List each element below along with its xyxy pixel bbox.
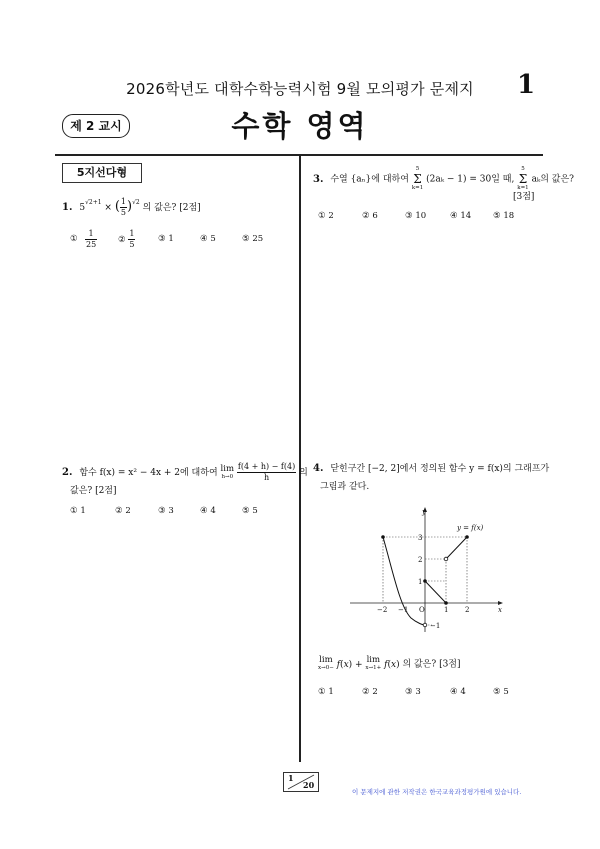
question-3-choices (318, 211, 538, 225)
subject-title: 수학 영역 (231, 109, 369, 143)
question-stem: 닫힌구간 [−2, 2]에서 정의된 함수 y = f(x)의 그래프가 (330, 464, 550, 474)
question-stem: 의 값은? [2점] (142, 203, 201, 213)
question-1-choices (70, 231, 290, 255)
open-point (423, 623, 427, 627)
page-current: 1 (288, 773, 294, 783)
question-number: 4. (313, 463, 324, 474)
limit-expression: lim x→0− f(x) + lim x→1+ f(x) (318, 655, 403, 671)
question-number: 1. (62, 202, 73, 213)
formula: $5^{√2+1}$ × ( $\frac{1}{5}$ )$^{√2}$ (79, 197, 140, 217)
limit-expression: lim h→0 $\frac{f(4 + h) - f(4)}{h}$ (220, 462, 296, 482)
x-tick: −1 (398, 606, 409, 614)
sigma-symbol: 5 Σ k=1 (411, 166, 424, 191)
question-2-choices (70, 506, 290, 520)
choice-1-fraction: $\frac{1}{25}$ (86, 229, 97, 249)
choice-4[interactable]: ④ 4 (450, 687, 466, 697)
y-axis-label: y (422, 508, 426, 516)
choice-1[interactable]: ① 1 (70, 506, 86, 516)
choice-5[interactable]: ⑤ 18 (493, 211, 515, 221)
session-badge: 제 2 교시 (62, 114, 130, 138)
choice-5[interactable]: ⑤ 5 (493, 687, 509, 697)
question-2 (62, 462, 308, 483)
y-tick: −1 (430, 622, 441, 630)
choice-4[interactable]: ④ 5 (200, 234, 216, 244)
open-point (444, 557, 448, 561)
closed-point (381, 535, 385, 539)
page-total: 20 (303, 780, 315, 790)
choice-2[interactable]: ② 2 (115, 506, 131, 516)
closed-point (444, 601, 448, 605)
question-4-line2: 그림과 같다. (320, 482, 370, 492)
curve-label: y = f(x) (457, 524, 484, 532)
choice-1[interactable]: ① 2 (318, 211, 334, 221)
question-stem-tail: 의 (299, 468, 308, 478)
question-stem: 함수 f(x) = x² − 4x + 2에 대하여 (79, 468, 218, 478)
page-indicator (283, 772, 319, 792)
choice-5[interactable]: ⑤ 25 (242, 234, 264, 244)
choice-3[interactable]: ③ 3 (158, 506, 174, 516)
closed-point (423, 579, 427, 583)
x-tick: 1 (444, 606, 449, 614)
choice-1[interactable]: ① 1 (318, 687, 334, 697)
function-graph (345, 502, 515, 637)
choice-5[interactable]: ⑤ 5 (242, 506, 258, 516)
choice-4[interactable]: ④ 14 (450, 211, 472, 221)
closed-point (465, 535, 469, 539)
origin-label: O (419, 606, 425, 614)
choice-4[interactable]: ④ 4 (200, 506, 216, 516)
exam-title: 2026학년도 대학수학능력시험 9월 모의평가 문제지 (126, 80, 474, 98)
question-points: [3점] (513, 192, 535, 202)
y-tick: 1 (418, 578, 423, 586)
y-tick: 2 (418, 556, 423, 564)
question-number: 3. (313, 173, 324, 185)
x-tick: −2 (377, 606, 388, 614)
question-4-choices (318, 687, 538, 701)
question-4 (313, 462, 549, 476)
choice-2[interactable]: ② 6 (362, 211, 378, 221)
question-3 (313, 166, 574, 192)
choice-3[interactable]: ③ 10 (405, 211, 427, 221)
x-tick: 2 (465, 606, 470, 614)
choice-2[interactable]: ② 2 (362, 687, 378, 697)
sigma-symbol: 5 Σ k=1 (517, 166, 529, 191)
choice-2[interactable]: ② $\frac{1}{5}$ (118, 229, 135, 249)
question-1 (62, 196, 201, 218)
question-2-line2: 값은? [2점] (70, 486, 117, 496)
segment-right (446, 537, 467, 559)
choice-1-label[interactable]: ① (70, 234, 78, 244)
x-axis-label: x (498, 606, 502, 614)
choice-3[interactable]: ③ 3 (405, 687, 421, 697)
choice-3[interactable]: ③ 1 (158, 234, 174, 244)
question-stem-tail: 의 값은? [3점] (402, 659, 461, 670)
copyright-notice: 이 문제지에 관한 저작권은 한국교육과정평가원에 있습니다. (352, 788, 522, 796)
question-number: 2. (62, 467, 73, 478)
segment-middle (425, 581, 446, 603)
page-number: 1 (517, 70, 536, 100)
x-axis-arrow (498, 601, 503, 605)
column-divider (299, 154, 301, 762)
question-stem-mid: (2aₖ − 1) = 30일 때, (426, 174, 515, 185)
question-stem-tail: aₖ의 값은? (531, 174, 574, 185)
y-tick: 3 (418, 534, 423, 542)
question-4-limits (318, 656, 461, 672)
question-type-label: 5지선다형 (62, 163, 142, 183)
question-stem: 수열 {aₙ}에 대하여 (330, 174, 409, 185)
